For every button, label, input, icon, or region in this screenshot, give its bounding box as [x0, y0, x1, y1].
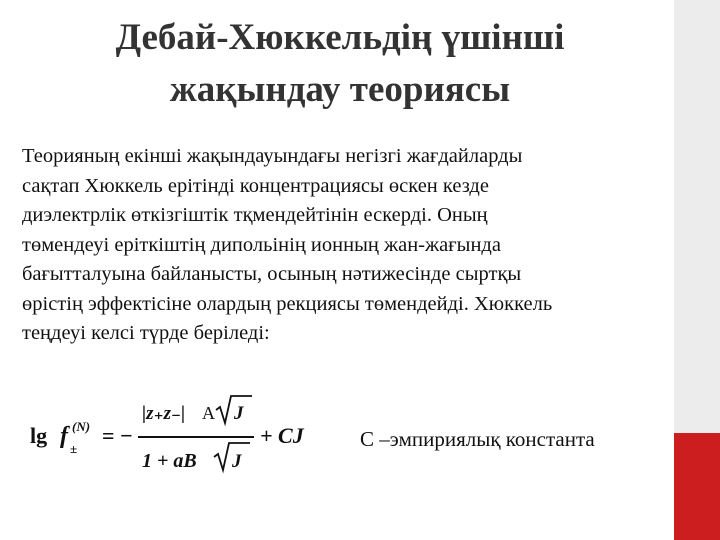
formula-J-numerator: J — [234, 403, 244, 424]
body-line: өрістің эффектісіне олардың рекциясы төмендейді. Хюккель — [22, 292, 553, 315]
formula-equals-minus: = − — [102, 423, 133, 448]
body-line: сақтап Хюккель ерітінді концентрациясы өскен кезде — [22, 174, 489, 197]
formula-f: f — [60, 423, 68, 449]
side-red-bar — [674, 433, 720, 540]
formula-superscript: (N) — [72, 419, 91, 434]
title-line-2: жақындау теориясы — [169, 69, 511, 110]
slide-title — [40, 12, 640, 116]
formula-denominator: 1 + aB — [142, 450, 197, 472]
formula-charges: |z₊z₋| — [142, 403, 186, 424]
formula-A: A — [202, 403, 215, 423]
side-gray-bar — [674, 0, 720, 433]
body-line: Теорияның екінші жақындауындағы негізгі жағдайларды — [22, 145, 523, 167]
title-line-1: Дебай-Хюккельдің үшінші — [115, 17, 565, 58]
body-line: диэлектрлік өткізгіштік тқмендейтінін ескерді. Оның — [22, 204, 488, 226]
body-paragraph — [22, 142, 662, 349]
formula-plus-CJ: + CJ — [260, 423, 304, 448]
constant-note: С –эмпириялық константа — [360, 427, 595, 451]
body-line: төмендеуі еріткіштің дипольінің ионның жан-жағында — [22, 233, 501, 256]
formula-lg: lg — [30, 423, 48, 448]
huckel-equation — [30, 393, 320, 478]
body-line: теңдеуі келсі түрде беріледі: — [22, 322, 270, 344]
formula-J-denominator: J — [232, 451, 242, 472]
formula-subscript: ± — [70, 441, 78, 456]
body-line: бағытталуына байланысты, осының нәтижесінде сыртқы — [22, 263, 522, 285]
